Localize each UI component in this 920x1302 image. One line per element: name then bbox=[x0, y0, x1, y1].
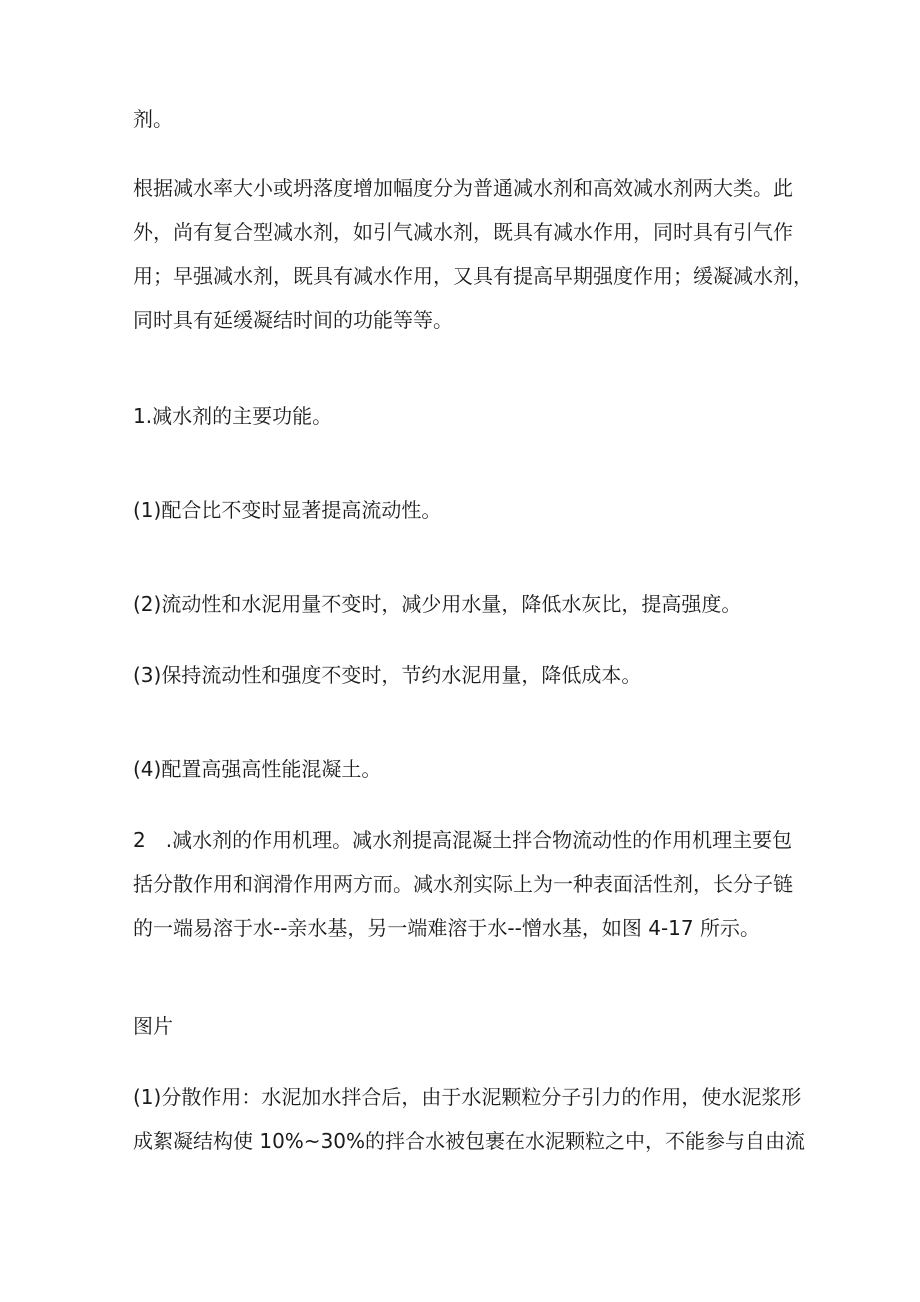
list-item-function-2 bbox=[133, 582, 798, 626]
list-item-function-1 bbox=[133, 488, 798, 532]
text-line: 根据减水率大小或坍落度增加幅度分为普通减水剂和高效减水剂两大类。此 bbox=[133, 176, 793, 200]
text-line: 括分散作用和润滑作用两方而。减水剂实际上为一种表面活性剂，长分子链 bbox=[133, 872, 793, 896]
text-line: 1.减水剂的主要功能。 bbox=[133, 404, 333, 428]
text-line: (4)配置高强高性能混凝土。 bbox=[133, 757, 382, 781]
text-line: 2 .减水剂的作用机理。减水剂提高混凝土拌合物流动性的作用机理主要包 bbox=[133, 828, 793, 852]
paragraph-dispersion bbox=[133, 1075, 806, 1163]
text-line: 的一端易溶于水--亲水基，另一端难溶于水--憎水基，如图 4-17 所示。 bbox=[133, 916, 760, 940]
text-line: (1)配合比不变时显著提高流动性。 bbox=[133, 498, 442, 522]
paragraph-fragment bbox=[133, 97, 798, 141]
list-item-function-4 bbox=[133, 747, 798, 791]
text-line: 用；早强减水剂，既具有减水作用，又具有提高早期强度作用；缓凝减水剂， bbox=[133, 264, 813, 288]
text-line: (3)保持流动性和强度不变时，节约水泥用量，降低成本。 bbox=[133, 663, 642, 687]
text-line: 成絮凝结构使 10%~30%的拌合水被包裹在水泥颗粒之中，不能参与自由流 bbox=[133, 1129, 806, 1153]
image-placeholder-label bbox=[133, 1004, 798, 1048]
text-line: 剂。 bbox=[133, 107, 173, 131]
text-line: 同时具有延缓凝结时间的功能等等。 bbox=[133, 308, 453, 332]
paragraph-mechanism bbox=[133, 818, 798, 950]
text-line: (2)流动性和水泥用量不变时，减少用水量，降低水灰比，提高强度。 bbox=[133, 592, 742, 616]
section-heading-main-functions bbox=[133, 394, 798, 438]
text-line: 外，尚有复合型减水剂，如引气减水剂，既具有减水作用，同时具有引气作 bbox=[133, 220, 793, 244]
text-line: 图片 bbox=[133, 1014, 173, 1038]
paragraph-water-reducer-types bbox=[133, 166, 813, 342]
text-line: (1)分散作用：水泥加水拌合后，由于水泥颗粒分子引力的作用，使水泥浆形 bbox=[133, 1085, 802, 1109]
list-item-function-3 bbox=[133, 653, 798, 697]
